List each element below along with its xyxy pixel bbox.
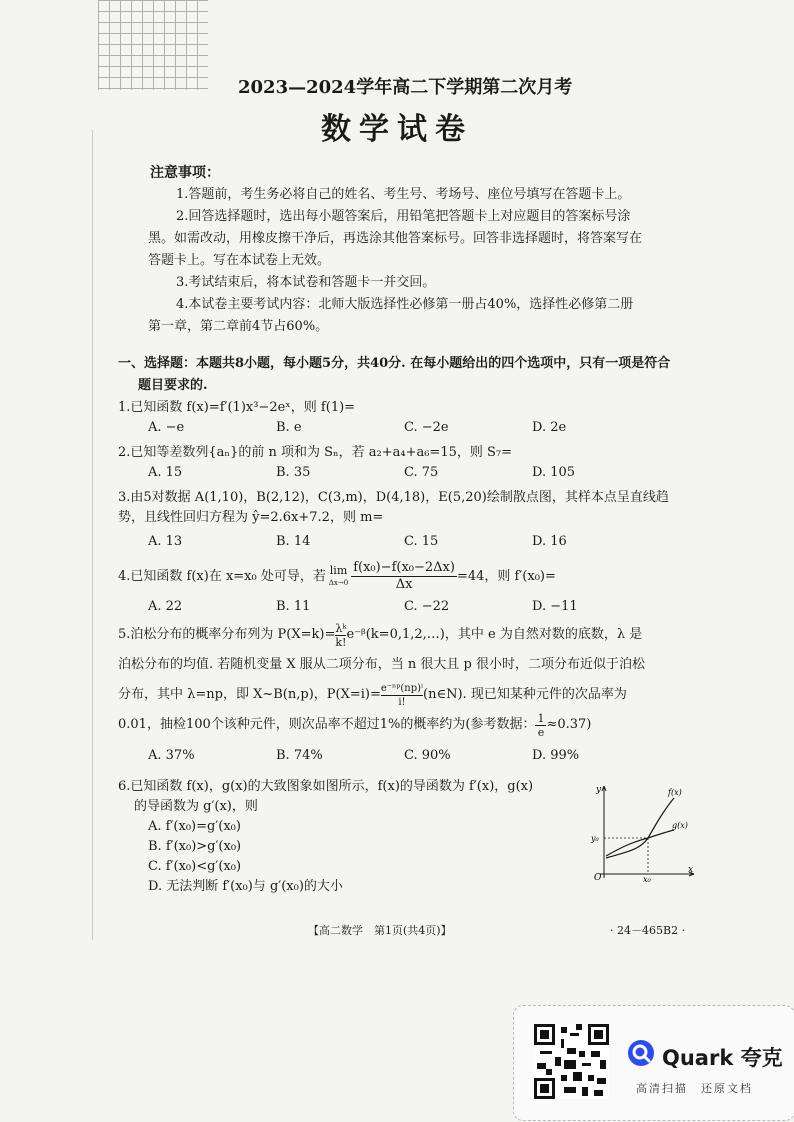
fraction: $\frac{\text{e⁻ⁿᵖ(np)ⁱ}}{i!}$: [380, 682, 424, 708]
question-stem: 5.泊松分布的概率分布列为 P(X=k)= $\frac{\text{λᵏ}}{k!}$ e⁻ᵝ(k=0,1,2,…)，其中 e 为自然对数的底数，λ 是: [118, 621, 643, 649]
notice-item: 4.本试卷主要考试内容：北师大版选择性必修第一册占40%，选择性必修第二册: [176, 297, 634, 312]
notice-item: 黑。如需改动，用橡皮擦干净后，再选涂其他答案标号。回答非选择题时，将答案写在: [148, 231, 643, 246]
option-row: [118, 532, 698, 552]
brand-slogan: 高清扫描 还原文档: [636, 1082, 753, 1095]
option-d: D. −11: [532, 599, 578, 614]
option-d: D. 16: [532, 534, 567, 549]
exam-title: 2023—2024学年高二下学期第二次月考: [238, 77, 573, 98]
option-a: A. 37%: [148, 748, 195, 763]
quark-logo-icon: [626, 1038, 656, 1068]
option-row: [118, 463, 698, 483]
option-c: C. f′(x₀)<g′(x₀): [148, 859, 242, 874]
notice-item: 答题卡上。写在本试卷上无效。: [148, 253, 331, 268]
question-6: [118, 777, 588, 897]
question-stem: 1.已知函数 f(x)=f′(1)x³−2eˣ，则 f(1)=: [118, 400, 356, 415]
y0-label: y₀: [591, 834, 599, 843]
binding-line: [92, 130, 93, 940]
scanner-watermark: [513, 1005, 794, 1121]
x0-label: x₀: [643, 875, 651, 882]
x-label: x: [688, 865, 694, 875]
option-d: D. 2e: [532, 420, 567, 435]
section-heading: 一、选择题：本题共8小题，每小题5分，共40分. 在每小题给出的四个选项中，只有一项是符合 题目要求的.: [118, 356, 671, 393]
notice-block: [148, 162, 688, 338]
page-number: 【高二数学 第1页(共4页)】: [308, 924, 452, 937]
option-b: B. e: [276, 420, 302, 435]
option-c: C. 15: [404, 534, 439, 549]
option-row: [118, 746, 698, 766]
option-row: [118, 597, 698, 617]
grid-stamp: [98, 0, 208, 90]
option-d: D. 99%: [532, 748, 580, 763]
option-b: B. f′(x₀)>g′(x₀): [148, 839, 242, 854]
option-d: D. 无法判断 f′(x₀)与 g′(x₀)的大小: [148, 879, 343, 894]
option-c: C. −2e: [404, 420, 449, 435]
question-line: 0.01，抽检100个该种元件，则次品率不超过1%的概率约为(参考数据： $\frac{1}{e}$ ≈0.37): [118, 711, 592, 739]
question-line: 分布，其中 λ=np，即 X~B(n,p)，P(X=i)= $\frac{\text{e⁻ⁿᵖ(np)ⁱ}}{i!}$ (n∈N). 现已知某种元件的次品率为: [118, 682, 627, 708]
option-b: B. 74%: [276, 748, 323, 763]
notice-item: 第一章，第二章前4节占60%。: [148, 319, 329, 334]
question-3: [118, 488, 698, 552]
option-a: A. 15: [148, 465, 183, 480]
question-stem: 6.已知函数 f(x)，g(x)的大致图象如图所示，f(x)的导函数为 f′(x)，g(x): [118, 779, 534, 794]
question-line: 泊松分布的均值. 若随机变量 X 服从二项分布，当 n 很大且 p 很小时，二项分布近似于泊松: [118, 657, 646, 672]
question-5: [118, 620, 698, 766]
question-stem: 2.已知等差数列{aₙ}的前 n 项和为 Sₙ，若 a₂+a₄+a₆=15，则 S₇=: [118, 445, 512, 460]
option-a: A. 13: [148, 534, 183, 549]
question-stem-cont: 势，且线性回归方程为 ŷ=2.6x+7.2，则 m=: [118, 510, 384, 525]
question-stem: 4.已知函数 f(x)在 x=x₀ 处可导，若 lim Δx→0 $\frac{\text{f(x₀)−f(x₀−2Δx)}}{\Delta x}$ =44，则 f′(x₀)=: [118, 560, 556, 592]
option-b: B. 14: [276, 534, 311, 549]
question-2: [118, 443, 698, 483]
limit-fraction: $\frac{\text{f(x₀)−f(x₀−2Δx)}}{\Delta x}$: [353, 560, 455, 592]
origin-label: O: [594, 873, 602, 882]
option-b: B. 11: [276, 599, 311, 614]
function-graph: [590, 782, 700, 882]
option-row: [118, 418, 698, 438]
option-c: C. −22: [404, 599, 450, 614]
notice-item: 1.答题前，考生务必将自己的姓名、考生号、考场号、座位号填写在答题卡上。: [176, 187, 631, 202]
y-label: y: [596, 785, 602, 795]
qr-code-icon: [534, 1024, 609, 1099]
notice-item: 3.考试结束后，将本试卷和答题卡一并交回。: [176, 275, 436, 290]
fraction: $\frac{\text{λᵏ}}{k!}$: [335, 621, 347, 649]
question-stem: 3.由5对数据 A(1,10)，B(2,12)，C(3,m)，D(4,18)，E(5,20)绘制散点图，其样本点呈直线趋: [118, 490, 669, 505]
exam-subtitle: 数学试卷: [321, 112, 473, 147]
option-a: A. 22: [148, 599, 183, 614]
f-label: f(x): [668, 788, 682, 797]
notice-item: 2.回答选择题时，选出每小题答案后，用铅笔把答题卡上对应题目的答案标号涂: [176, 209, 631, 224]
option-b: B. 35: [276, 465, 311, 480]
question-1: [118, 398, 698, 438]
g-label: g(x): [672, 821, 688, 830]
f-curve: [606, 798, 674, 858]
option-a: A. f′(x₀)=g′(x₀): [148, 819, 241, 834]
limit-symbol: lim Δx→0: [328, 563, 349, 587]
option-d: D. 105: [532, 465, 576, 480]
exam-code: · 24－465B2 ·: [610, 924, 686, 937]
option-a: A. −e: [148, 420, 185, 435]
question-4: [118, 560, 698, 617]
notice-heading: 注意事项：: [150, 165, 220, 181]
fraction: $\frac{1}{e}$: [537, 711, 545, 739]
brand-name: Quark 夸克: [662, 1046, 783, 1070]
option-c: C. 90%: [404, 748, 451, 763]
option-c: C. 75: [404, 465, 439, 480]
g-curve: [606, 830, 674, 856]
question-stem-cont: 的导函数为 g′(x)，则: [134, 799, 258, 814]
